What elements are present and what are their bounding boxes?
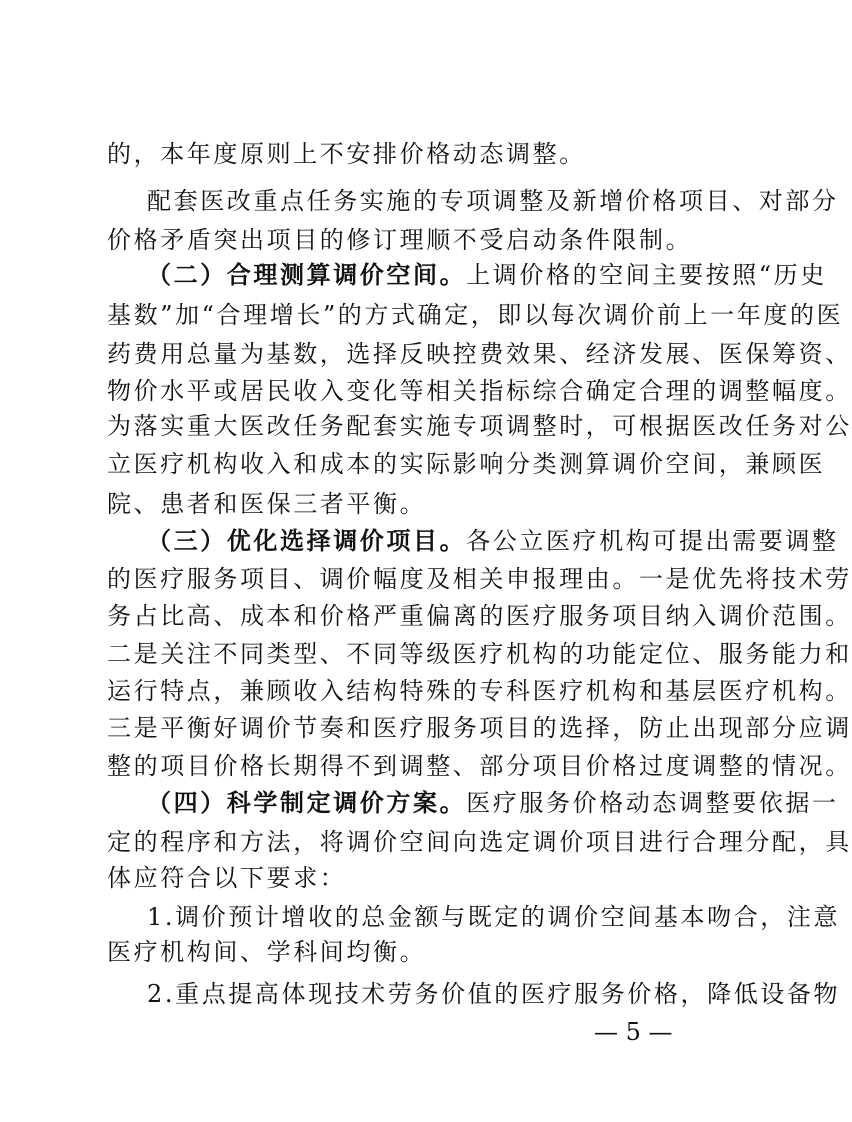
body-line: 务占比高、成本和价格严重偏离的医疗服务项目纳入调价范围。 (107, 602, 852, 630)
body-line: 二是关注不同类型、不同等级医疗机构的功能定位、服务能力和 (107, 640, 852, 668)
section-2-line: （二）合理测算调价空间。上调价格的空间主要按照“历史 (147, 260, 827, 289)
page-number: — 5 — (594, 1018, 673, 1046)
body-line: 运行特点，兼顾收入结构特殊的专科医疗机构和基层医疗机构。 (107, 677, 852, 705)
body-line: 为落实重大医改任务配套实施专项调整时，可根据医改任务对公 (107, 412, 852, 440)
body-line: 定的程序和方法，将调价空间向选定调价项目进行合理分配，具 (107, 828, 852, 856)
list-item-1-line: 1.调价预计增收的总金额与既定的调价空间基本吻合，注意 (147, 903, 841, 931)
section-4-line: （四）科学制定调价方案。医疗服务价格动态调整要依据一 (147, 788, 839, 817)
section-heading: （四）科学制定调价方案。 (147, 788, 467, 817)
body-line: 立医疗机构收入和成本的实际影响分类测算调价空间，兼顾医 (107, 450, 826, 478)
section-heading: （二）合理测算调价空间。 (147, 260, 467, 289)
body-line: 物价水平或居民收入变化等相关指标综合确定合理的调整幅度。 (107, 377, 852, 405)
body-line: 药费用总量为基数，选择反映控费效果、经济发展、医保筹资、 (107, 340, 852, 368)
body-line: 的医疗服务项目、调价幅度及相关申报理由。一是优先将技术劳 (107, 565, 852, 593)
body-line: 院、患者和医保三者平衡。 (107, 490, 427, 518)
body-line: 体应符合以下要求： (107, 864, 347, 892)
body-line: 基数”加“合理增长”的方式确定，即以每次调价前上一年度的医 (107, 301, 844, 329)
body-line: 整的项目价格长期得不到调整、部分项目价格过度调整的情况。 (107, 752, 852, 780)
section-3-line: （三）优化选择调价项目。各公立医疗机构可提出需要调整 (147, 526, 839, 555)
body-line: 配套医改重点任务实施的专项调整及新增价格项目、对部分 (147, 187, 839, 215)
body-line: 的，本年度原则上不安排价格动态调整。 (107, 140, 586, 168)
list-item-2-line: 2.重点提高体现技术劳务价值的医疗服务价格，降低设备物 (147, 980, 841, 1008)
section-heading: （三）优化选择调价项目。 (147, 526, 467, 555)
body-line: 价格矛盾突出项目的修订理顺不受启动条件限制。 (107, 226, 693, 254)
body-line: 三是平衡好调价节奏和医疗服务项目的选择，防止出现部分应调 (107, 714, 852, 742)
body-line: 医疗机构间、学科间均衡。 (107, 938, 427, 966)
